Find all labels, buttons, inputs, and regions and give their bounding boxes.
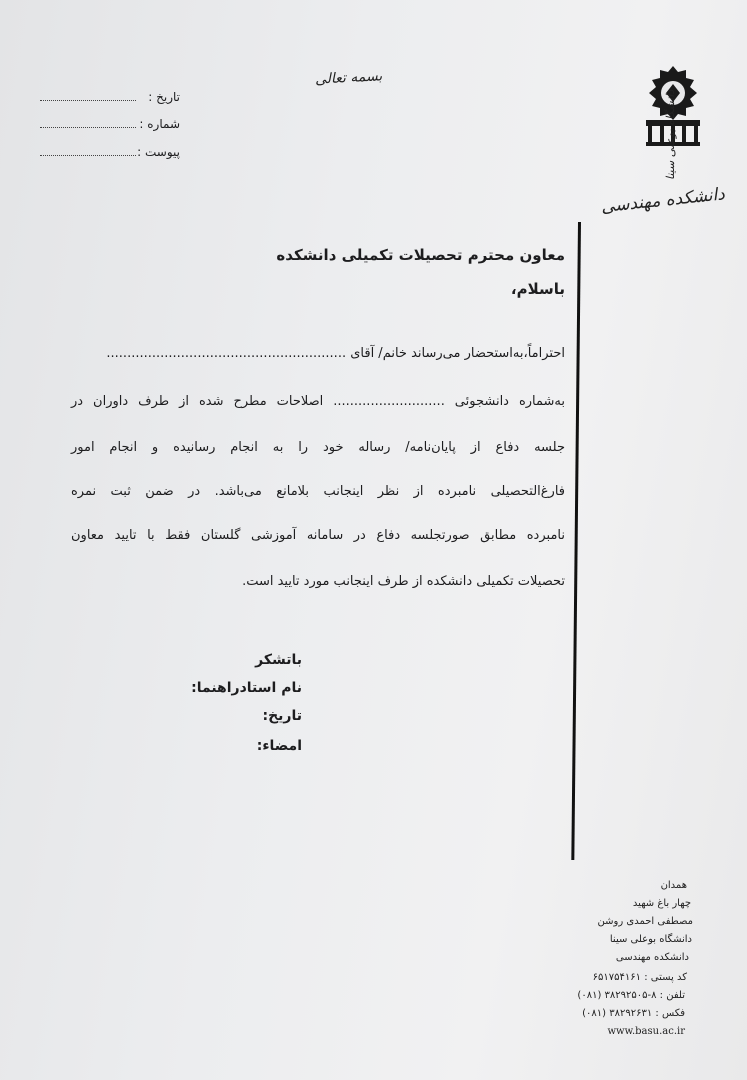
address-line1: چهار باغ شهید <box>632 898 691 909</box>
greeting: باسلام، <box>510 280 565 298</box>
university-name: دانشگاه بوعلی سینا <box>664 89 677 180</box>
advisor-name-label: نام استادراهنما: <box>191 680 302 696</box>
address-web: www.basu.ac.ir <box>607 1026 685 1037</box>
attachment-label: پیوست : <box>137 145 180 159</box>
addressee: معاون محترم تحصیلات تکمیلی دانشکده <box>276 246 565 264</box>
body-line-6: تحصیلات تکمیلی دانشکده از طرف اینجانب مورد تایید است. <box>242 574 565 589</box>
body-line-1: احتراماً،به‌استحضار می‌رساند خانم/ آقای .......................................................... <box>106 346 565 361</box>
attachment-field <box>40 145 180 167</box>
faculty-name: دانشکده مهندسی <box>600 184 726 218</box>
vertical-rule <box>571 222 581 860</box>
signature-label: امضاء: <box>256 738 302 754</box>
number-field <box>40 117 180 139</box>
address-phone: تلفن : ۸-۳۸۲۹۲۵۰۵ (۰۸۱) <box>577 990 685 1001</box>
address-line3: دانشگاه بوعلی سینا <box>609 934 692 945</box>
number-dots <box>40 127 136 128</box>
date-dots <box>40 100 136 101</box>
signature-date-label: تاریخ: <box>262 708 302 724</box>
address-fax: فکس : ۳۸۲۹۲۶۳۱ (۰۸۱) <box>582 1008 685 1019</box>
number-label: شماره : <box>139 117 180 131</box>
address-city: همدان <box>660 880 687 891</box>
body-line-2: به‌شماره دانشجوئی ........................... اصلاحات مطرح شده از طرف داوران در <box>71 394 565 409</box>
body-line-4: فارغ‌التحصیلی نامبرده از نظر اینجانب بلامانع می‌باشد. در ضمن ثبت نمره <box>71 484 565 499</box>
closing: باتشکر <box>255 652 302 668</box>
body-line-5: نامبرده مطابق صورتجلسه دفاع در سامانه آموزشی گلستان فقط با تایید معاون <box>71 528 565 543</box>
address-line2: مصطفی احمدی روشن <box>597 916 693 927</box>
address-postal: کد پستی : ۶۵۱۷۵۴۱۶۱ <box>592 972 687 983</box>
basmala: بسمه تعالی <box>314 68 383 88</box>
date-field <box>40 90 180 112</box>
date-label: تاریخ : <box>148 90 180 104</box>
address-line4: دانشکده مهندسی <box>615 952 689 963</box>
attachment-dots <box>40 155 136 156</box>
body-line-3: جلسه دفاع از پایان‌نامه/ رساله خود را به انجام رسانیده و انجام امور <box>71 440 565 455</box>
